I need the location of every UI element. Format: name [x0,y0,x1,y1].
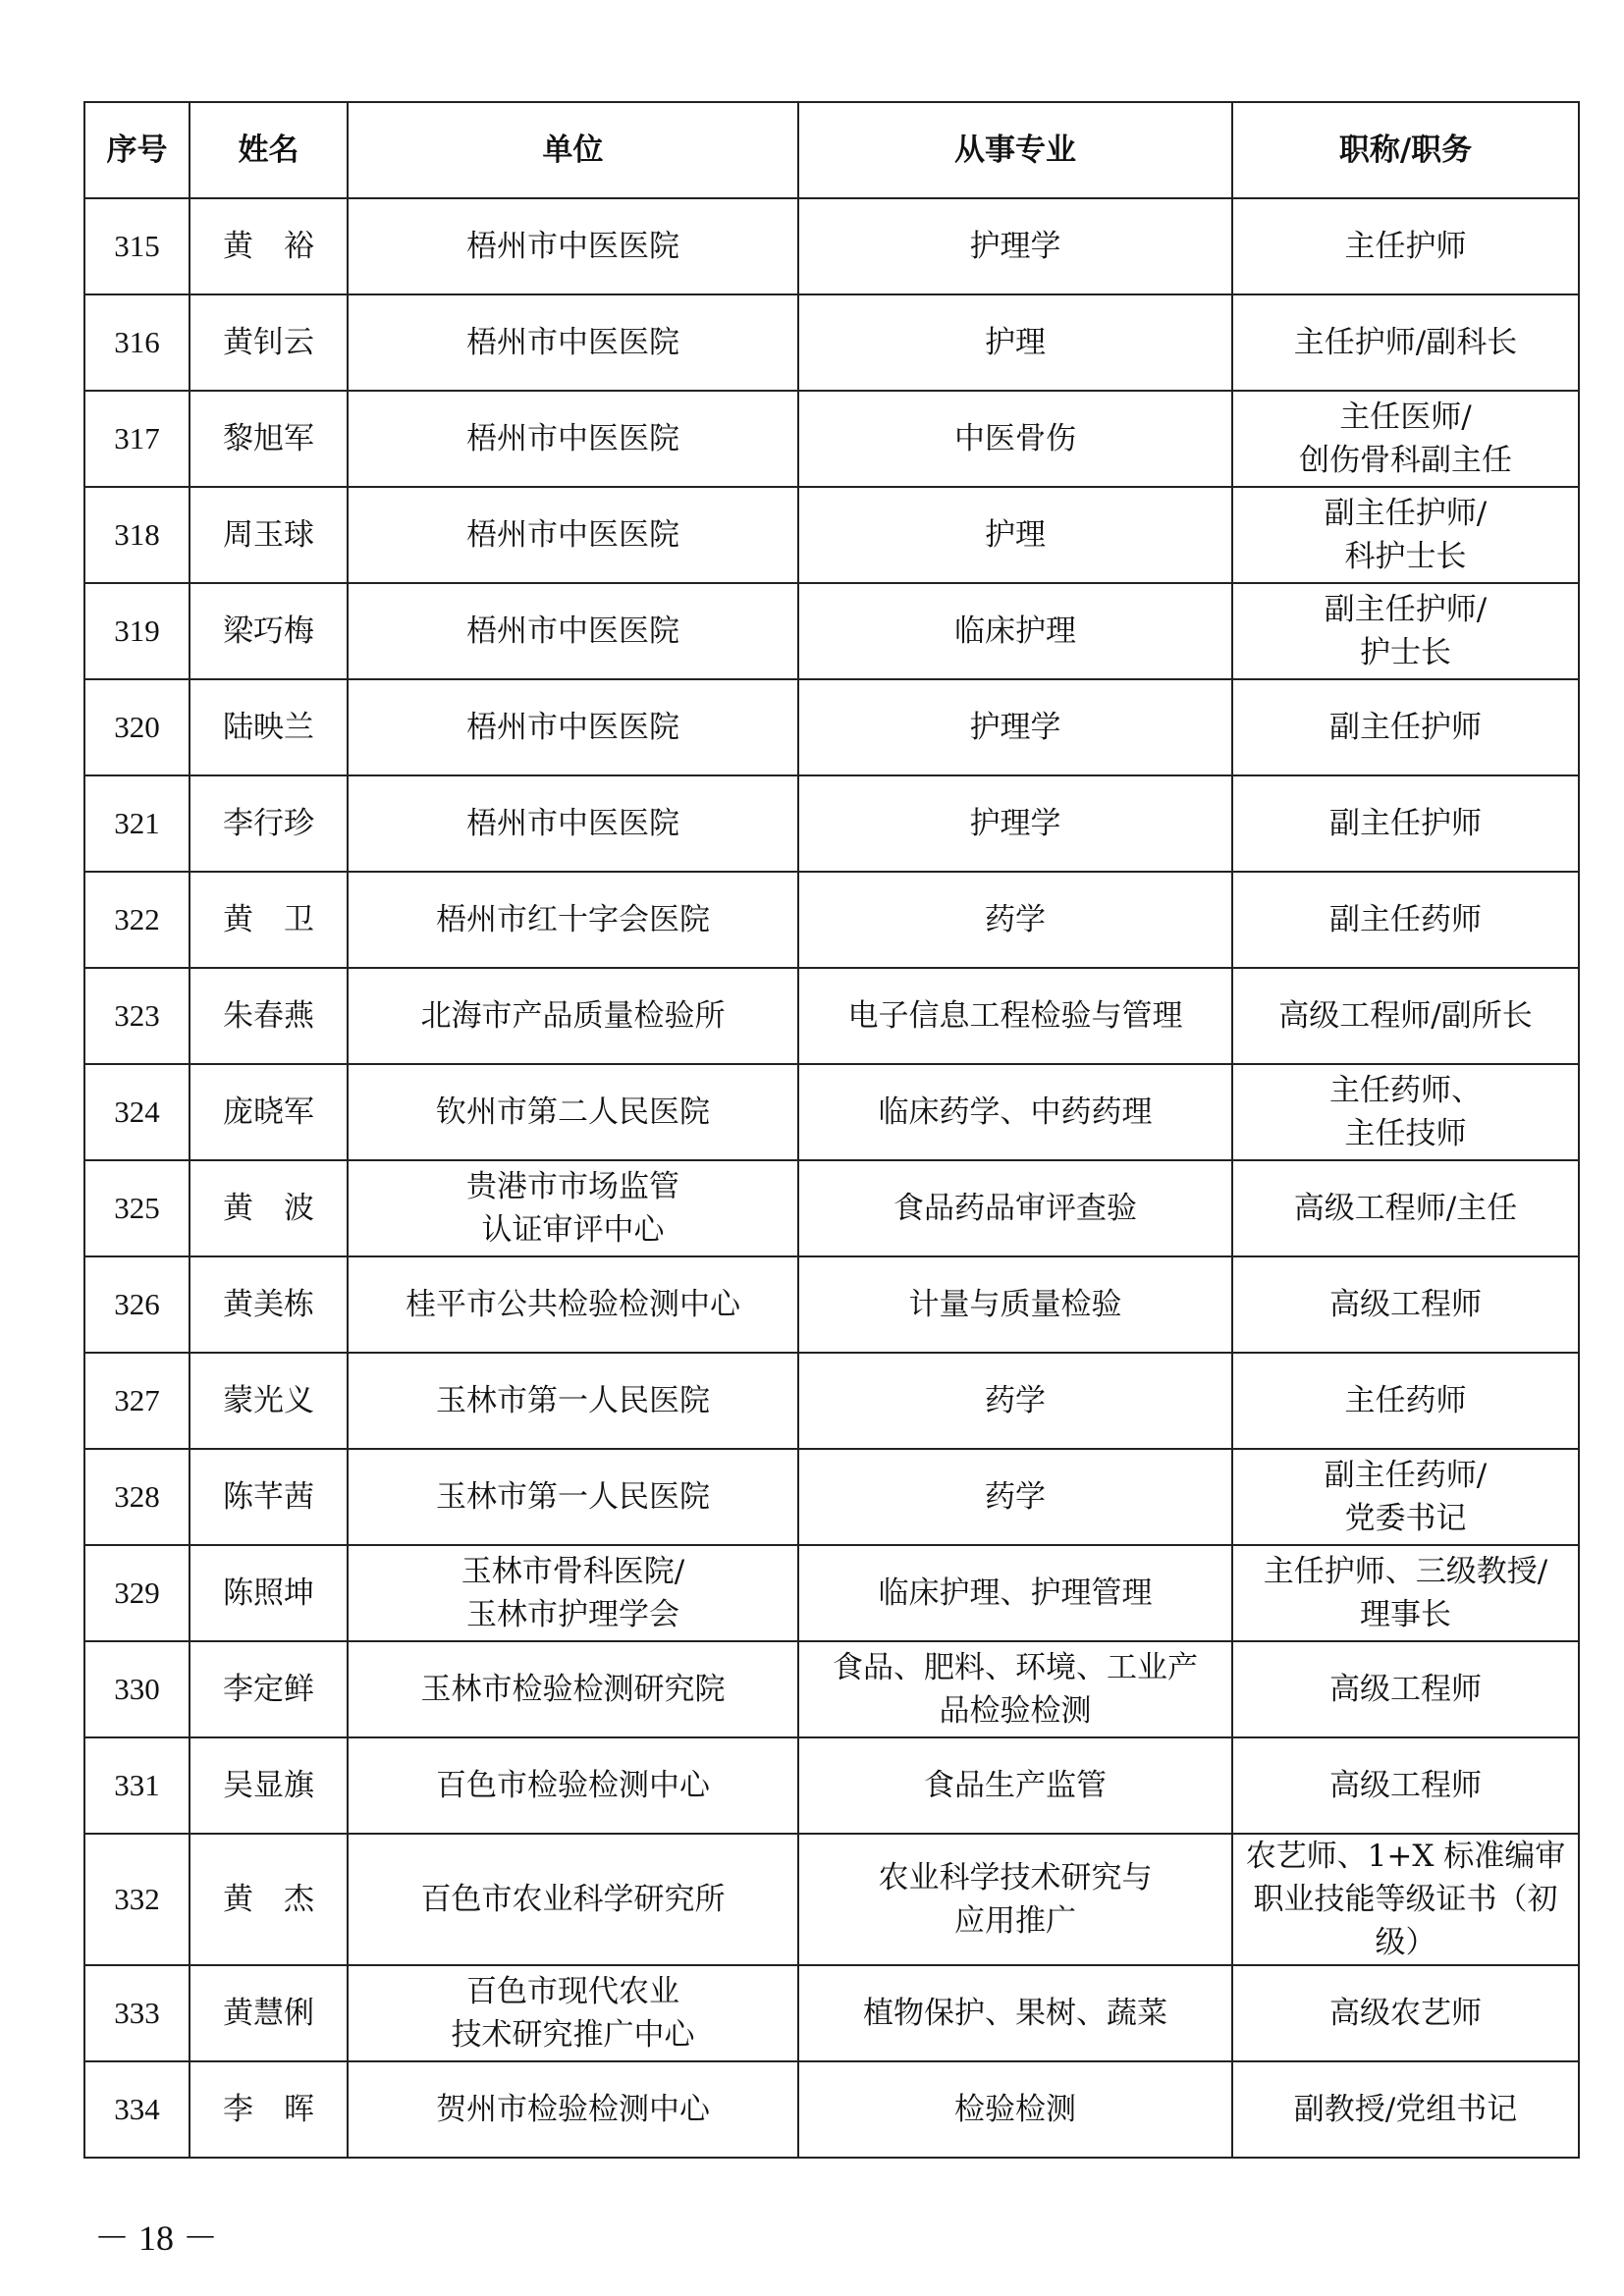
cell-name: 吴显旗 [189,1737,348,1834]
cell-line: 检验检测 [954,2092,1076,2127]
cell-unit [348,1449,798,1545]
cell-title [1232,872,1579,968]
cell-line: 应用推广 [954,1903,1076,1939]
cell-title [1232,1641,1579,1737]
cell-seq: 323 [84,968,189,1064]
cell-name: 陆映兰 [189,679,348,775]
cell-seq: 318 [84,487,189,583]
cell-specialty [798,1965,1232,2061]
table-row [84,1353,1579,1449]
cell-line: 梧州市中医医院 [466,325,679,360]
cell-name: 李行珍 [189,775,348,872]
table-row [84,583,1579,679]
table-row [84,198,1579,294]
cell-line: 药学 [985,1383,1046,1418]
cell-line: 梧州市红十字会医院 [436,902,710,937]
cell-specialty [798,294,1232,391]
cell-specialty [798,1064,1232,1160]
cell-line: 主任护师 [1344,229,1467,264]
cell-unit [348,968,798,1064]
cell-line: 副教授/党组书记 [1293,2092,1518,2127]
cell-unit [348,391,798,487]
cell-title [1232,583,1579,679]
cell-unit [348,1641,798,1737]
table-row [84,1545,1579,1641]
cell-title [1232,775,1579,872]
personnel-table [83,101,1580,2159]
cell-specialty [798,1256,1232,1353]
cell-name: 周玉球 [189,487,348,583]
cell-line: 梧州市中医医院 [466,229,679,264]
table-row [84,872,1579,968]
cell-line: 护理 [985,517,1046,553]
cell-seq: 328 [84,1449,189,1545]
cell-line: 北海市产品质量检验所 [420,998,726,1034]
cell-line: 副主任护师 [1329,710,1482,745]
cell-line: 理事长 [1360,1597,1451,1632]
cell-line: 梧州市中医医院 [466,614,679,649]
cell-title [1232,2061,1579,2158]
cell-name: 黄慧俐 [189,1965,348,2061]
cell-line: 植物保护、果树、蔬菜 [863,1996,1167,2031]
cell-specialty [798,198,1232,294]
cell-specialty [798,1449,1232,1545]
header-name: 姓名 [189,102,348,198]
header-unit: 单位 [348,102,798,198]
cell-line: 中医骨伤 [954,421,1076,456]
cell-line: 电子信息工程检验与管理 [847,998,1183,1034]
cell-seq: 330 [84,1641,189,1737]
cell-specialty [798,1353,1232,1449]
cell-name: 黄钊云 [189,294,348,391]
table-row [84,1064,1579,1160]
cell-line: 高级农艺师 [1329,1996,1482,2031]
cell-unit [348,1545,798,1641]
cell-name: 梁巧梅 [189,583,348,679]
cell-name: 黄 裕 [189,198,348,294]
cell-name: 黄美栋 [189,1256,348,1353]
cell-title [1232,1160,1579,1256]
cell-title [1232,487,1579,583]
cell-title [1232,198,1579,294]
cell-seq: 319 [84,583,189,679]
cell-line: 药学 [985,902,1046,937]
table-row [84,1256,1579,1353]
table-row [84,679,1579,775]
header-specialty: 从事专业 [798,102,1232,198]
cell-name: 黄 卫 [189,872,348,968]
table-row [84,1834,1579,1965]
cell-title [1232,391,1579,487]
cell-line: 高级工程师/副所长 [1278,998,1533,1034]
cell-seq: 320 [84,679,189,775]
cell-line: 护理 [985,325,1046,360]
cell-seq: 333 [84,1965,189,2061]
cell-name: 陈芊茜 [189,1449,348,1545]
cell-title [1232,968,1579,1064]
cell-unit [348,679,798,775]
cell-line: 主任技师 [1344,1116,1467,1151]
cell-line: 食品、肥料、环境、工业产 [833,1650,1198,1685]
cell-specialty [798,775,1232,872]
cell-line: 职业技能等级证书（初 [1253,1882,1558,1917]
cell-title [1232,1256,1579,1353]
cell-seq: 334 [84,2061,189,2158]
cell-name: 庞晓军 [189,1064,348,1160]
cell-name: 朱春燕 [189,968,348,1064]
cell-line: 技术研究推广中心 [451,2017,695,2053]
cell-unit [348,2061,798,2158]
cell-unit [348,294,798,391]
cell-specialty [798,487,1232,583]
cell-specialty [798,1545,1232,1641]
table-body [84,198,1579,2158]
cell-title [1232,1064,1579,1160]
page-number: － 18 － [94,2218,219,2258]
cell-unit [348,1834,798,1965]
cell-line: 玉林市骨科医院/ [460,1554,685,1589]
cell-specialty [798,679,1232,775]
cell-line: 百色市现代农业 [466,1974,679,2009]
cell-unit [348,198,798,294]
cell-line: 高级工程师 [1329,1768,1482,1803]
cell-line: 钦州市第二人民医院 [436,1095,710,1130]
cell-line: 主任药师、 [1329,1073,1482,1108]
cell-specialty [798,2061,1232,2158]
cell-line: 科护士长 [1344,539,1467,574]
cell-line: 农业科学技术研究与 [878,1860,1153,1896]
table-row [84,487,1579,583]
cell-line: 食品生产监管 [924,1768,1107,1803]
cell-name: 李 晖 [189,2061,348,2158]
cell-line: 玉林市护理学会 [466,1597,679,1632]
cell-line: 级） [1375,1925,1436,1960]
cell-title [1232,1545,1579,1641]
table-row [84,2061,1579,2158]
cell-name: 黄 波 [189,1160,348,1256]
cell-line: 食品药品审评查验 [893,1191,1137,1226]
table-row [84,1449,1579,1545]
cell-line: 农艺师、1+X 标准编审 [1245,1839,1566,1874]
header-title: 职称/职务 [1232,102,1579,198]
table-row [84,391,1579,487]
cell-unit [348,1737,798,1834]
cell-line: 玉林市检验检测研究院 [420,1672,726,1707]
table-row [84,1965,1579,2061]
cell-line: 副主任药师/ [1324,1458,1488,1493]
cell-unit [348,487,798,583]
cell-line: 百色市农业科学研究所 [420,1882,726,1917]
table-row [84,294,1579,391]
cell-specialty [798,1641,1232,1737]
table-row [84,1641,1579,1737]
cell-title [1232,679,1579,775]
cell-line: 高级工程师 [1329,1287,1482,1322]
cell-name: 陈照坤 [189,1545,348,1641]
cell-name: 黎旭军 [189,391,348,487]
cell-line: 计量与质量检验 [908,1287,1122,1322]
cell-specialty [798,968,1232,1064]
cell-line: 梧州市中医医院 [466,517,679,553]
cell-line: 百色市检验检测中心 [436,1768,710,1803]
cell-specialty [798,583,1232,679]
cell-line: 贺州市检验检测中心 [436,2092,710,2127]
cell-line: 药学 [985,1479,1046,1515]
cell-line: 高级工程师/主任 [1293,1191,1518,1226]
cell-line: 护理学 [969,806,1061,841]
cell-line: 主任护师、三级教授/ [1263,1554,1548,1589]
cell-seq: 331 [84,1737,189,1834]
cell-unit [348,872,798,968]
table-row [84,1737,1579,1834]
cell-line: 副主任护师/ [1324,496,1488,531]
cell-name: 蒙光义 [189,1353,348,1449]
cell-line: 梧州市中医医院 [466,806,679,841]
cell-unit [348,1160,798,1256]
cell-title [1232,1449,1579,1545]
cell-unit [348,1353,798,1449]
cell-unit [348,1256,798,1353]
cell-seq: 326 [84,1256,189,1353]
cell-specialty [798,391,1232,487]
cell-line: 临床护理、护理管理 [878,1575,1153,1611]
cell-line: 品检验检测 [939,1693,1092,1729]
table-row [84,1160,1579,1256]
cell-seq: 317 [84,391,189,487]
cell-line: 主任医师/ [1339,400,1472,435]
cell-line: 主任药师 [1344,1383,1467,1418]
cell-line: 梧州市中医医院 [466,421,679,456]
cell-unit [348,583,798,679]
cell-unit [348,775,798,872]
cell-title [1232,294,1579,391]
cell-line: 党委书记 [1344,1501,1467,1536]
table-header-row [84,102,1579,198]
header-seq: 序号 [84,102,189,198]
cell-line: 临床药学、中药药理 [878,1095,1153,1130]
cell-line: 创伤骨科副主任 [1299,443,1512,478]
cell-title [1232,1834,1579,1965]
cell-specialty [798,1737,1232,1834]
cell-title [1232,1353,1579,1449]
cell-line: 贵港市市场监管 [466,1169,679,1204]
cell-title [1232,1737,1579,1834]
table-row [84,775,1579,872]
cell-seq: 316 [84,294,189,391]
cell-seq: 315 [84,198,189,294]
cell-seq: 322 [84,872,189,968]
cell-line: 高级工程师 [1329,1672,1482,1707]
cell-line: 玉林市第一人民医院 [436,1383,710,1418]
cell-line: 桂平市公共检验检测中心 [406,1287,740,1322]
table-row [84,968,1579,1064]
cell-line: 护理学 [969,229,1061,264]
cell-line: 副主任护师/ [1324,592,1488,627]
cell-line: 护士长 [1360,635,1451,670]
cell-seq: 329 [84,1545,189,1641]
cell-specialty [798,872,1232,968]
cell-line: 副主任护师 [1329,806,1482,841]
cell-line: 副主任药师 [1329,902,1482,937]
cell-title [1232,1965,1579,2061]
cell-line: 玉林市第一人民医院 [436,1479,710,1515]
cell-line: 认证审评中心 [481,1212,665,1248]
cell-line: 临床护理 [954,614,1076,649]
cell-line: 梧州市中医医院 [466,710,679,745]
cell-line: 主任护师/副科长 [1293,325,1518,360]
cell-line: 护理学 [969,710,1061,745]
cell-specialty [798,1160,1232,1256]
cell-unit [348,1064,798,1160]
cell-seq: 325 [84,1160,189,1256]
cell-unit [348,1965,798,2061]
cell-seq: 327 [84,1353,189,1449]
cell-seq: 321 [84,775,189,872]
cell-name: 黄 杰 [189,1834,348,1965]
cell-specialty [798,1834,1232,1965]
cell-name: 李定鲜 [189,1641,348,1737]
cell-seq: 324 [84,1064,189,1160]
cell-seq: 332 [84,1834,189,1965]
